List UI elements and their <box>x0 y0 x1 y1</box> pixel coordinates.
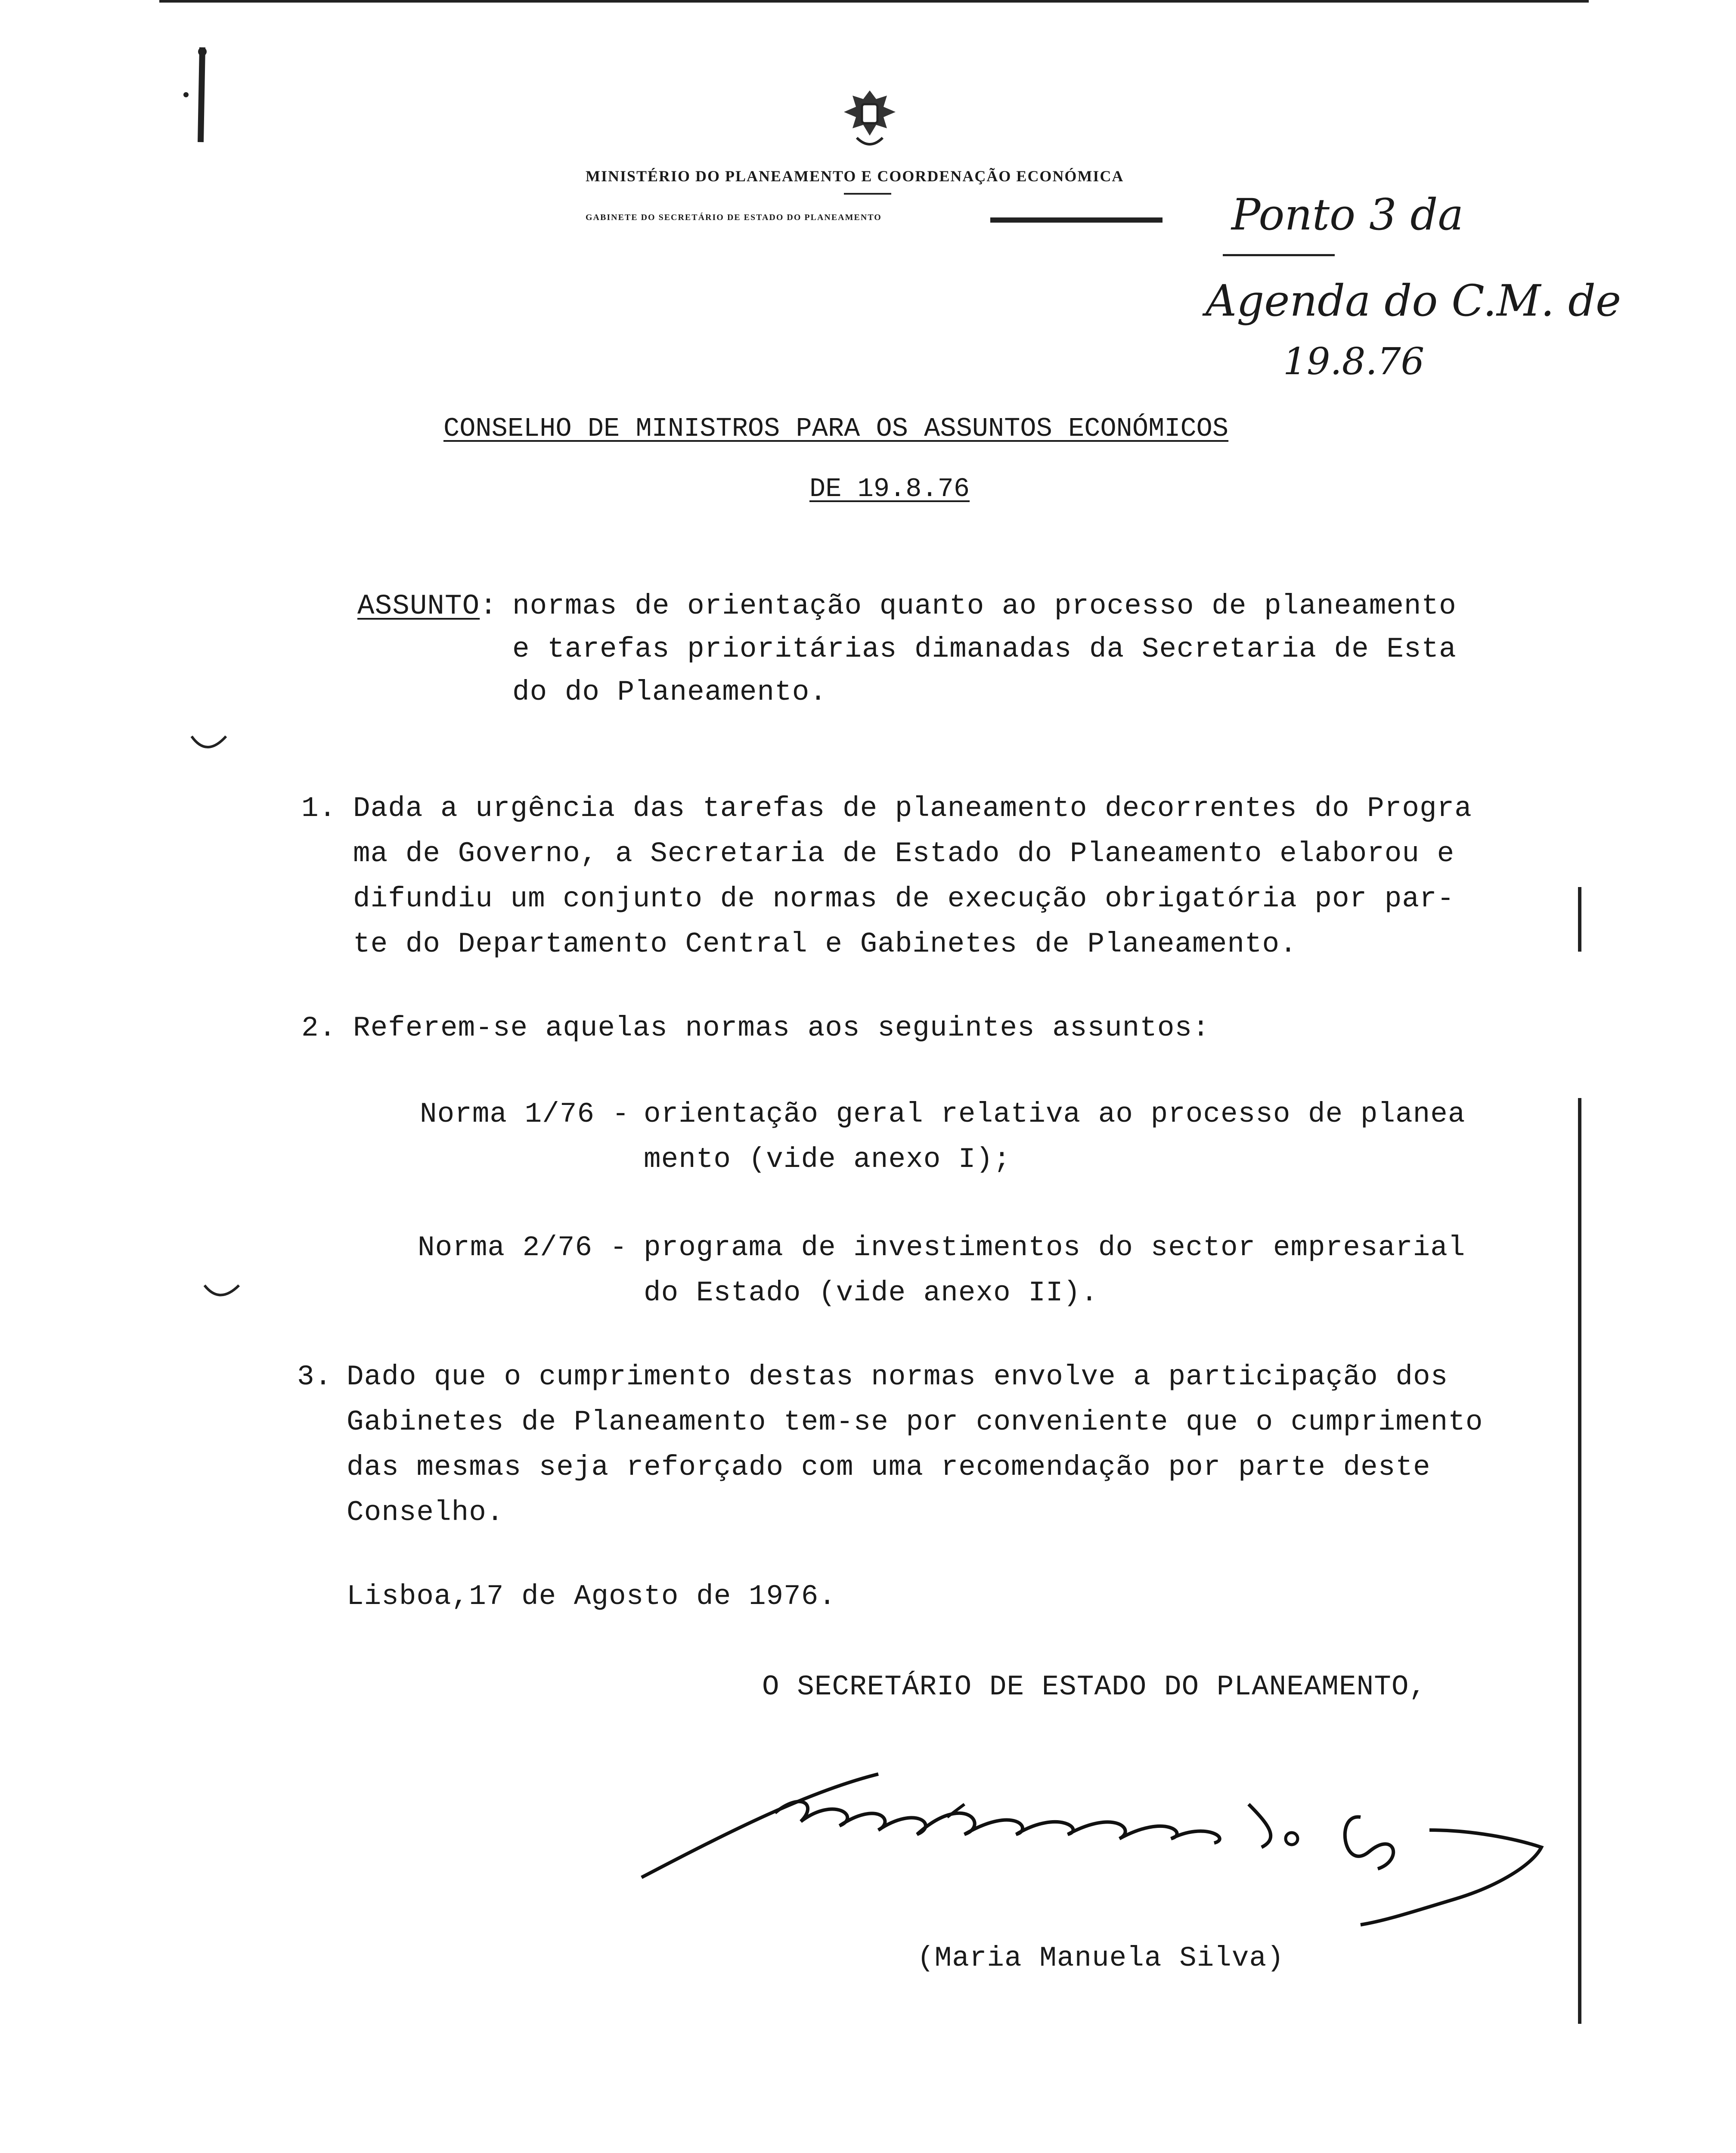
paragraph-line: Conselho. <box>347 1496 504 1529</box>
place-date: Lisboa,17 de Agosto de 1976. <box>347 1580 836 1613</box>
norm-line: mento (vide anexo I); <box>644 1143 1011 1176</box>
signatory-name: (Maria Manuela Silva) <box>917 1942 1284 1974</box>
punch-hole-mark <box>189 732 228 758</box>
paragraph-line: das mesmas seja reforçado com uma recomendação por parte deste <box>347 1451 1431 1483</box>
handwritten-note-line2: Agenda do C.M. de <box>1206 276 1621 326</box>
subject-line: e tarefas prioritárias dimanadas da Secretaria de Esta <box>512 633 1457 665</box>
document-date-title: DE 19.8.76 <box>809 474 970 504</box>
header-divider <box>844 193 891 195</box>
paragraph-line: Gabinetes de Planeamento tem-se por conveniente que o cumprimento <box>347 1406 1483 1438</box>
handwritten-underline <box>1223 254 1335 256</box>
norm-label: Norma 1/76 - <box>420 1098 630 1130</box>
paragraph-number: 2. <box>301 1012 337 1044</box>
cabinet-header: GABINETE DO SECRETÁRIO DE ESTADO DO PLANEAMENTO <box>586 213 882 222</box>
handwritten-note-line1: Ponto 3 da <box>1231 189 1464 240</box>
paragraph-number: 1. <box>301 792 337 825</box>
subject-label-row: ASSUNTO: <box>357 590 497 622</box>
norm-line: programa de investimentos do sector empresarial <box>644 1232 1466 1264</box>
ministry-header: MINISTÉRIO DO PLANEAMENTO E COORDENAÇÃO ECONÓMICA <box>586 168 1124 185</box>
subject-label: ASSUNTO <box>357 590 480 622</box>
norm-line: orientação geral relativa ao processo de planea <box>644 1098 1466 1130</box>
norm-label: Norma 2/76 - <box>418 1232 628 1264</box>
paragraph-line: te do Departamento Central e Gabinetes de Planeamento. <box>353 928 1297 960</box>
paragraph-line: Dado que o cumprimento destas normas envolve a participação dos <box>347 1361 1448 1393</box>
edge-mark <box>1578 1098 1581 1201</box>
signatory-title: O SECRETÁRIO DE ESTADO DO PLANEAMENTO, <box>762 1671 1427 1703</box>
norm-line: do Estado (vide anexo II). <box>644 1277 1098 1309</box>
handwritten-note-line3: 19.8.76 <box>1283 340 1425 383</box>
paragraph-line: difundiu um conjunto de normas de execução obrigatória por par- <box>353 883 1455 915</box>
margin-mark <box>181 43 215 146</box>
top-border-line <box>159 0 1589 3</box>
punch-hole-mark <box>202 1281 241 1307</box>
edge-mark <box>1578 1188 1581 2024</box>
paragraph-number: 3. <box>297 1361 332 1393</box>
paragraph-line: Dada a urgência das tarefas de planeamento decorrentes do Progra <box>353 792 1472 825</box>
subject-line: do do Planeamento. <box>512 676 827 708</box>
edge-mark <box>1578 887 1581 952</box>
paragraph-line: ma de Governo, a Secretaria de Estado do Planeamento elaborou e <box>353 838 1455 870</box>
document-title: CONSELHO DE MINISTROS PARA OS ASSUNTOS ECONÓMICOS <box>443 413 1229 444</box>
handwritten-signature <box>637 1765 1550 1938</box>
redaction-bar <box>990 217 1162 223</box>
coat-of-arms-icon <box>835 86 904 155</box>
subject-line: normas de orientação quanto ao processo de planeamento <box>512 590 1457 622</box>
paragraph-line: Referem-se aquelas normas aos seguintes assuntos: <box>353 1012 1210 1044</box>
